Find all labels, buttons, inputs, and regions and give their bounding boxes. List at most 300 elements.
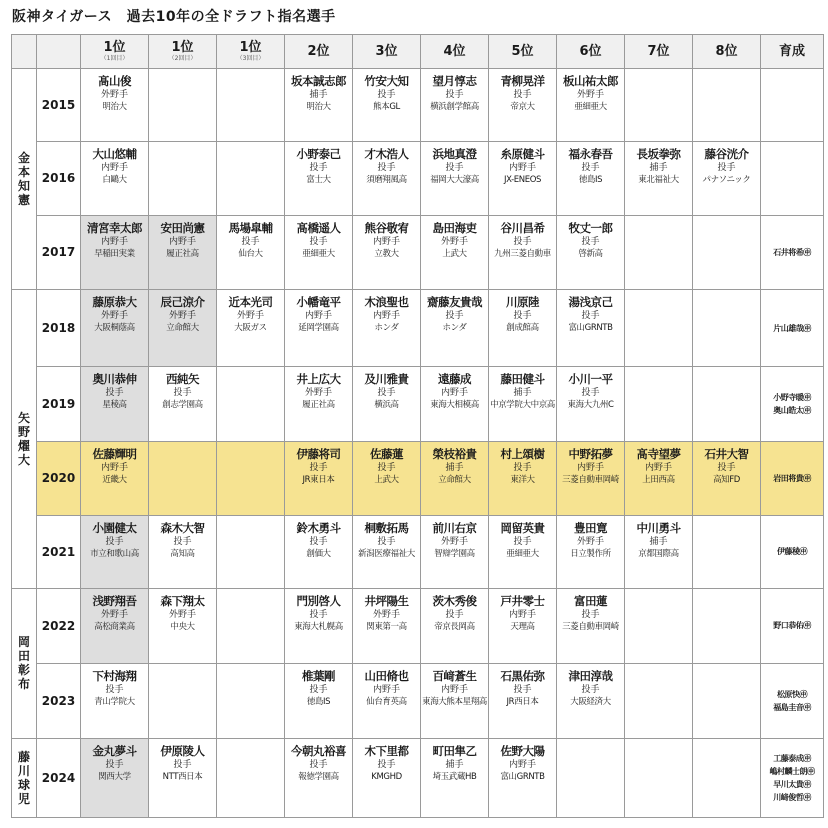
pick-cell [353,515,421,588]
pick-cell [625,290,693,367]
player-position: 投手 [309,236,328,247]
player-position: 捕手 [445,462,464,473]
pick-cell [489,515,557,588]
pick-cell [149,664,217,739]
ikusei-cell [761,215,824,290]
player-name: 戸井零士 [500,593,545,608]
player-origin: 亜細亜大 [506,548,539,559]
pick-cell [285,215,353,290]
year-cell: 2019 [37,367,81,442]
pick-cell [557,739,625,818]
pick-cell [489,664,557,739]
player-position: 投手 [173,536,192,547]
ikusei-cell [761,367,824,442]
player-position: 投手 [513,536,532,547]
player-position: 外野手 [372,609,400,620]
draft-row [12,367,824,442]
player-position: 外野手 [100,90,128,100]
pick-cell [625,441,693,515]
manager-cell [12,588,37,739]
player-name: 木浪聖也 [364,295,409,310]
pick-cell [557,441,625,515]
pick-cell [557,141,625,215]
player-origin: 須磨翔風高 [366,174,407,185]
player-origin: パナソニック [702,174,751,185]
player-name: 椎葉剛 [302,669,335,684]
pick-cell [693,367,761,442]
ikusei-player: 岩田将貴㊥ [773,473,811,483]
pick-cell [421,367,489,442]
header-cell [149,35,217,69]
header-label: 4位 [443,43,466,59]
player-position: 投手 [173,760,192,771]
player-name: 佐藤輝明 [92,446,137,461]
player-position: 内野手 [440,685,468,696]
ikusei-cell [761,739,824,818]
player-origin: 大阪経済大 [570,697,611,708]
player-origin: 高松商業高 [94,621,135,632]
player-name: 門別啓人 [296,593,341,608]
player-origin: 大阪桐蔭高 [94,323,135,334]
header-label: 2位 [307,43,330,59]
player-position: 投手 [377,90,396,100]
pick-cell [149,588,217,664]
player-origin: 創成館高 [506,323,539,334]
pick-cell [421,215,489,290]
player-position: 投手 [445,311,464,322]
pick-cell [353,588,421,664]
pick-cell [353,441,421,515]
player-name: 井上広大 [296,372,341,387]
player-origin: ホンダ [374,323,399,334]
pick-cell [693,215,761,290]
player-origin: 天理高 [510,621,535,632]
player-name: 髙橋遥人 [296,220,341,235]
page-title: 阪神タイガース 過去10年の全ドラフト指名選手 [12,9,336,25]
player-origin: 東海大九州C [567,400,614,411]
player-origin: 関東第一高 [366,621,407,632]
player-position: 投手 [377,760,396,771]
pick-cell [81,664,149,739]
pick-cell [217,69,285,142]
player-name: 長坂拳弥 [636,146,681,161]
pick-cell [149,141,217,215]
player-name: 小川一平 [568,372,613,387]
player-position: 内野手 [372,685,400,696]
player-position: 捕手 [309,90,328,100]
player-origin: JR西日本 [506,697,539,708]
player-name: 才木浩人 [364,146,409,161]
pick-cell [81,739,149,818]
player-name: 百﨑蒼生 [432,669,477,684]
player-origin: 上武大 [374,474,399,485]
pick-cell [557,215,625,290]
player-position: 投手 [513,90,532,100]
pick-cell [149,739,217,818]
player-origin: 埼玉武蔵HB [432,772,477,783]
player-position: 投手 [445,162,464,173]
player-origin: 白鷗大 [102,174,127,185]
pick-cell [217,588,285,664]
pick-cell [217,441,285,515]
player-origin: 関西大学 [98,772,131,783]
pick-cell [421,515,489,588]
player-name: 下村海翔 [92,669,137,684]
player-name: 安田尚憲 [160,220,205,235]
manager-cell [12,69,37,290]
player-origin: 履正社高 [302,400,335,411]
player-origin: 創価大 [306,548,331,559]
year-cell: 2016 [37,141,81,215]
player-origin: 創志学園高 [162,400,203,411]
ikusei-cell [761,588,824,664]
player-position: 内野手 [372,311,400,322]
player-name: 望月惇志 [432,74,477,88]
player-origin: 履正社高 [166,248,199,259]
pick-cell [625,69,693,142]
player-origin: 東北福祉大 [638,174,679,185]
player-origin: 徳島IS [306,697,331,708]
pick-cell [217,664,285,739]
pick-cell [557,69,625,142]
player-position: 投手 [241,236,260,247]
pick-cell [353,664,421,739]
player-position: 内野手 [440,388,468,399]
player-origin: 高知FD [713,474,740,485]
player-name: 及川雅貴 [364,372,409,387]
player-name: 榮枝裕貴 [432,446,477,461]
pick-cell [285,69,353,142]
player-name: 谷川昌希 [500,220,545,235]
pick-cell [625,588,693,664]
player-position: 投手 [309,609,328,620]
player-position: 投手 [581,311,600,322]
player-name: 遠藤成 [438,372,471,387]
player-origin: 中央大 [170,621,195,632]
draft-row [12,441,824,515]
year-cell: 2024 [37,739,81,818]
pick-cell [285,141,353,215]
player-origin: 横浜創学館高 [430,102,479,112]
ikusei-cell [761,69,824,142]
pick-cell [285,515,353,588]
header-label: 育成 [778,43,805,59]
pick-cell [489,441,557,515]
player-origin: 啓新高 [578,248,603,259]
ikusei-player: 工藤泰成㊥ [773,754,811,764]
header-label: 5位 [511,43,534,59]
header-label: 6位 [579,43,602,59]
draft-row [12,664,824,739]
pick-cell [285,588,353,664]
year-cell: 2021 [37,515,81,588]
pick-cell [81,367,149,442]
ikusei-player: 嶋村麟士朗㊥ [769,767,815,777]
player-position: 投手 [377,536,396,547]
player-position: 外野手 [100,609,128,620]
player-name: 岡留英貴 [500,520,545,535]
player-name: 髙寺望夢 [636,446,681,461]
player-origin: 九州三菱自動車 [494,248,551,259]
player-name: 奥川恭伸 [92,372,137,387]
player-name: 豊田寛 [574,520,607,535]
player-position: 投手 [105,760,124,771]
manager-name: 藤川球児 [17,750,30,807]
player-position: 投手 [513,685,532,696]
player-position: 内野手 [508,760,536,771]
pick-cell [149,515,217,588]
player-origin: 帝京長岡高 [434,621,475,632]
player-position: 投手 [377,162,396,173]
player-origin: 早稲田実業 [94,248,135,259]
manager-name: 岡田彰布 [17,635,30,692]
player-name: 富田蓮 [574,593,607,608]
ikusei-player: 伊藤稜㊥ [777,547,807,557]
pick-cell [421,588,489,664]
ikusei-player: 野口恭佑㊥ [773,621,811,631]
player-origin: 三菱自動車岡崎 [562,474,619,485]
player-position: 投手 [309,760,328,771]
pick-cell [489,588,557,664]
pick-cell [217,515,285,588]
pick-cell [217,290,285,367]
manager-name: 矢野燿大 [17,410,30,467]
player-name: 糸原健斗 [500,146,545,161]
player-position: 投手 [377,462,396,473]
player-name: 熊谷敬宥 [364,220,409,235]
player-origin: 徳島IS [578,174,603,185]
pick-cell [557,367,625,442]
player-name: 近本光司 [228,295,273,310]
pick-cell [149,69,217,142]
player-position: 捕手 [445,760,464,771]
pick-cell [557,588,625,664]
player-origin: 立教大 [374,248,399,259]
pick-cell [217,215,285,290]
player-position: 内野手 [168,236,196,247]
player-position: 外野手 [440,236,468,247]
pick-cell [625,215,693,290]
draft-row [12,515,824,588]
pick-cell [489,69,557,142]
player-name: 牧丈一郎 [568,220,613,235]
player-position: 投手 [581,609,600,620]
player-name: 町田隼乙 [432,744,477,759]
pick-cell [625,141,693,215]
player-name: 前川右京 [432,520,477,535]
player-name: 津田淳哉 [568,669,613,684]
pick-cell [81,515,149,588]
pick-cell [353,141,421,215]
player-position: 内野手 [508,609,536,620]
draft-row [12,739,824,818]
player-name: 西純矢 [166,372,199,387]
ikusei-player: 石井将希㊥ [773,247,811,257]
player-origin: 上武大 [442,248,467,259]
player-name: 石井大智 [704,446,749,461]
player-position: 投手 [309,536,328,547]
player-name: 中野拓夢 [568,446,613,461]
player-origin: 市立和歌山高 [90,548,139,559]
player-position: 外野手 [576,536,604,547]
pick-cell [285,367,353,442]
player-name: 浅野翔吾 [92,593,137,608]
year-cell: 2022 [37,588,81,664]
player-position: 投手 [445,90,464,100]
player-name: 辰己涼介 [160,295,205,310]
pick-cell [421,739,489,818]
player-origin: 大阪ガス [234,323,267,334]
player-origin: 日立製作所 [570,548,611,559]
header-cell [625,35,693,69]
pick-cell [353,290,421,367]
pick-cell [421,141,489,215]
pick-cell [285,441,353,515]
player-position: 外野手 [576,90,604,100]
player-name: 小野泰己 [296,146,341,161]
header-sublabel: （1回目） [100,54,129,62]
player-name: 浜地真澄 [432,146,477,161]
player-origin: 延岡学園高 [298,323,339,334]
player-position: 投手 [513,462,532,473]
player-position: 外野手 [236,311,264,322]
player-name: 中川勇斗 [636,520,681,535]
player-name: 石黒佑弥 [500,669,545,684]
player-origin: NTT西日本 [162,772,203,783]
player-name: 福永春吾 [568,146,613,161]
player-origin: ホンダ [442,323,467,334]
pick-cell [489,367,557,442]
player-position: 内野手 [100,162,128,173]
player-origin: 青山学院大 [94,697,135,708]
player-position: 投手 [581,388,600,399]
header-label: 1位 [239,39,262,55]
pick-cell [489,215,557,290]
ikusei-player: 川﨑俊哲㊥ [773,793,811,803]
player-origin: 東海大熊本星翔高 [422,697,487,708]
pick-cell [625,739,693,818]
player-position: 投手 [105,388,124,399]
header-cell [557,35,625,69]
player-origin: 明治大 [306,102,331,112]
pick-cell [149,215,217,290]
player-name: 金丸夢斗 [92,744,137,759]
draft-row [12,215,824,290]
player-name: 森下翔太 [160,593,205,608]
player-position: 内野手 [576,462,604,473]
header-label: 7位 [647,43,670,59]
header-cell [693,35,761,69]
header-label: 3位 [375,43,398,59]
player-name: 山田脩也 [364,669,409,684]
pick-cell [149,367,217,442]
pick-cell [217,141,285,215]
player-origin: 新潟医療福祉大 [358,548,415,559]
player-position: 外野手 [168,311,196,322]
ikusei-cell [761,141,824,215]
player-origin: 帝京大 [510,102,535,112]
player-name: 伊原陵人 [160,744,205,759]
pick-cell [489,739,557,818]
player-position: 投手 [309,685,328,696]
player-origin: 立命館大 [438,474,471,485]
player-name: 藤原恭大 [92,295,137,310]
player-origin: 東海大相模高 [430,400,479,411]
draft-row [12,290,824,367]
player-name: 馬場皐輔 [228,220,273,235]
player-name: 井坪陽生 [364,593,409,608]
player-origin: 福岡大大濠高 [430,174,479,185]
player-position: 投手 [717,462,736,473]
pick-cell [353,367,421,442]
player-position: 捕手 [649,162,668,173]
pick-cell [421,441,489,515]
player-name: 佐野大陽 [500,744,545,759]
pick-cell [149,290,217,367]
header-label: 1位 [171,39,194,55]
header-cell [761,35,824,69]
header-cell [285,35,353,69]
player-position: 内野手 [304,311,332,322]
player-origin: 上田西高 [642,474,675,485]
draft-row [12,69,824,142]
player-position: 内野手 [644,462,672,473]
ikusei-player: 早川太貴㊥ [773,780,811,790]
player-origin: 三菱自動車岡崎 [562,621,619,632]
pick-cell [149,441,217,515]
pick-cell [625,664,693,739]
pick-cell [625,367,693,442]
header-year [37,35,81,69]
pick-cell [353,739,421,818]
player-name: 坂本誠志郎 [291,74,346,88]
pick-cell [81,141,149,215]
ikusei-cell [761,441,824,515]
player-origin: 仙台大 [238,248,263,259]
player-position: 投手 [173,388,192,399]
header-sublabel: （3回目） [236,54,265,62]
player-position: 投手 [581,236,600,247]
ikusei-cell [761,664,824,739]
player-name: 茨木秀俊 [432,593,477,608]
player-origin: 立命館大 [166,323,199,334]
player-name: 藤谷洸介 [704,146,749,161]
player-origin: 熊本GL [373,102,400,112]
player-origin: 東海大札幌高 [294,621,343,632]
player-name: 髙山俊 [98,74,131,88]
player-origin: 星稜高 [102,400,127,411]
manager-cell [12,739,37,818]
player-name: 小園健太 [92,520,137,535]
ikusei-player: 片山雄哉㊥ [773,323,811,333]
player-origin: 京都国際高 [638,548,679,559]
pick-cell [285,290,353,367]
player-name: 大山悠輔 [92,146,137,161]
pick-cell [81,290,149,367]
player-name: 藤田健斗 [500,372,545,387]
player-position: 外野手 [168,609,196,620]
draft-table [11,34,824,818]
player-origin: KMGHD [371,772,402,783]
pick-cell [285,739,353,818]
player-name: 村上頌樹 [500,446,545,461]
player-position: 投手 [581,162,600,173]
player-position: 捕手 [513,388,532,399]
header-sublabel: （2回目） [168,54,197,62]
pick-cell [81,69,149,142]
player-position: 内野手 [100,236,128,247]
player-origin: 富山GRNTB [500,772,545,783]
